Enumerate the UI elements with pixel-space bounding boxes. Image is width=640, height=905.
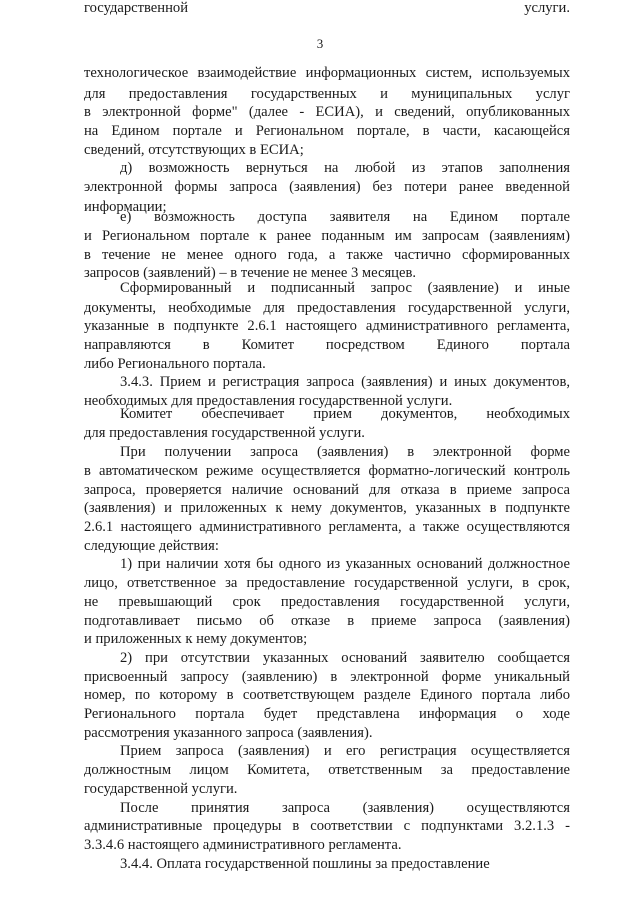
text-line: государственной услуги.	[84, 781, 238, 797]
text-line: Комитет обеспечивает прием документов, необходимых	[120, 406, 570, 422]
text-line: в течение не менее одного года, а также частично сформированных	[84, 247, 570, 263]
text-line: не превышающий срок предоставления государственной услуги,	[84, 594, 570, 610]
text-line: направляются в Комитет посредством Единого портала	[84, 337, 570, 353]
text-line: должностным лицом Комитета, ответственным за предоставление	[84, 762, 570, 778]
text-line: в электронной форме" (далее - ЕСИА), и сведений, опубликованных	[84, 104, 570, 120]
text-line: для предоставления государственных и муниципальных услуг	[84, 86, 570, 102]
text-line: 3.4.4. Оплата государственной пошлины за предоставление	[120, 856, 490, 872]
text-line: После принятия запроса (заявления) осуществляются	[120, 800, 570, 816]
text-line: (заявления) и приложенных к нему документов, указанных в подпункте	[84, 500, 570, 516]
text-line: административные процедуры в соответствии с подпунктами 3.2.1.3 -	[84, 818, 570, 834]
text-line: сведений, отсутствующих в ЕСИА;	[84, 142, 304, 158]
text-line: для предоставления государственной услуги.	[84, 425, 365, 441]
text-line: и Региональном портале к ранее поданным им запросам (заявлениям)	[84, 228, 570, 244]
text-line: и приложенных к нему документов;	[84, 631, 308, 647]
text-line: следующие действия:	[84, 538, 219, 554]
text-line: Регионального портала будет представлена информация о ходе	[84, 706, 570, 722]
text-line: При получении запроса (заявления) в электронной форме	[120, 444, 570, 460]
text-line: технологическое взаимодействие информационных систем, используемых	[84, 65, 570, 81]
text-line: подготавливает письмо об отказе в приеме запроса (заявления)	[84, 613, 570, 629]
text-line: 3.3.4.6 настоящего административного регламента.	[84, 837, 402, 853]
text-line: в автоматическом режиме осуществляется форматно-логический контроль	[84, 463, 570, 479]
text-line: е) возможность доступа заявителя на Едином портале	[120, 209, 570, 225]
text-line: либо Регионального портала.	[84, 356, 266, 372]
text-line: номер, по которому в соответствующем разделе Единого портала либо	[84, 687, 570, 703]
text-line: государственной услуги.	[84, 0, 570, 16]
text-line: д) возможность вернуться на любой из этапов заполнения	[120, 160, 570, 176]
text-line: документы, необходимые для предоставления государственной услуги,	[84, 300, 570, 316]
text-line: указанные в подпункте 2.6.1 настоящего административного регламента,	[84, 318, 570, 334]
text-line: присвоенный запросу (заявлению) в электронной форме уникальный	[84, 669, 570, 685]
text-line: Прием запроса (заявления) и его регистрация осуществляется	[120, 743, 570, 759]
text-line: 1) при наличии хотя бы одного из указанных оснований должностное	[120, 556, 570, 572]
text-line: на Едином портале и Региональном портале, в части, касающейся	[84, 123, 570, 139]
text-line: Сформированный и подписанный запрос (заявление) и иные	[120, 280, 570, 296]
text-line: 3.4.3. Прием и регистрация запроса (заявления) и иных документов,	[120, 374, 570, 390]
text-line: рассмотрения указанного запроса (заявления).	[84, 725, 373, 741]
text-line: информации;	[84, 199, 167, 215]
text-line: 2) при отсутствии указанных оснований заявителю сообщается	[120, 650, 570, 666]
text-line: запроса, проверяется наличие оснований для отказа в приеме запроса	[84, 482, 570, 498]
text-line: 2.6.1 настоящего административного регламента, а также осуществляются	[84, 519, 570, 535]
text-line: электронной формы запроса (заявления) без потери ранее введенной	[84, 179, 570, 195]
text-line: запросов (заявлений) – в течение не менее 3 месяцев.	[84, 265, 416, 281]
text-line: необходимых для предоставления государственной услуги.	[84, 393, 453, 409]
text-line: лицо, ответственное за предоставление государственной услуги, в срок,	[84, 575, 570, 591]
page-number: 3	[316, 36, 324, 51]
